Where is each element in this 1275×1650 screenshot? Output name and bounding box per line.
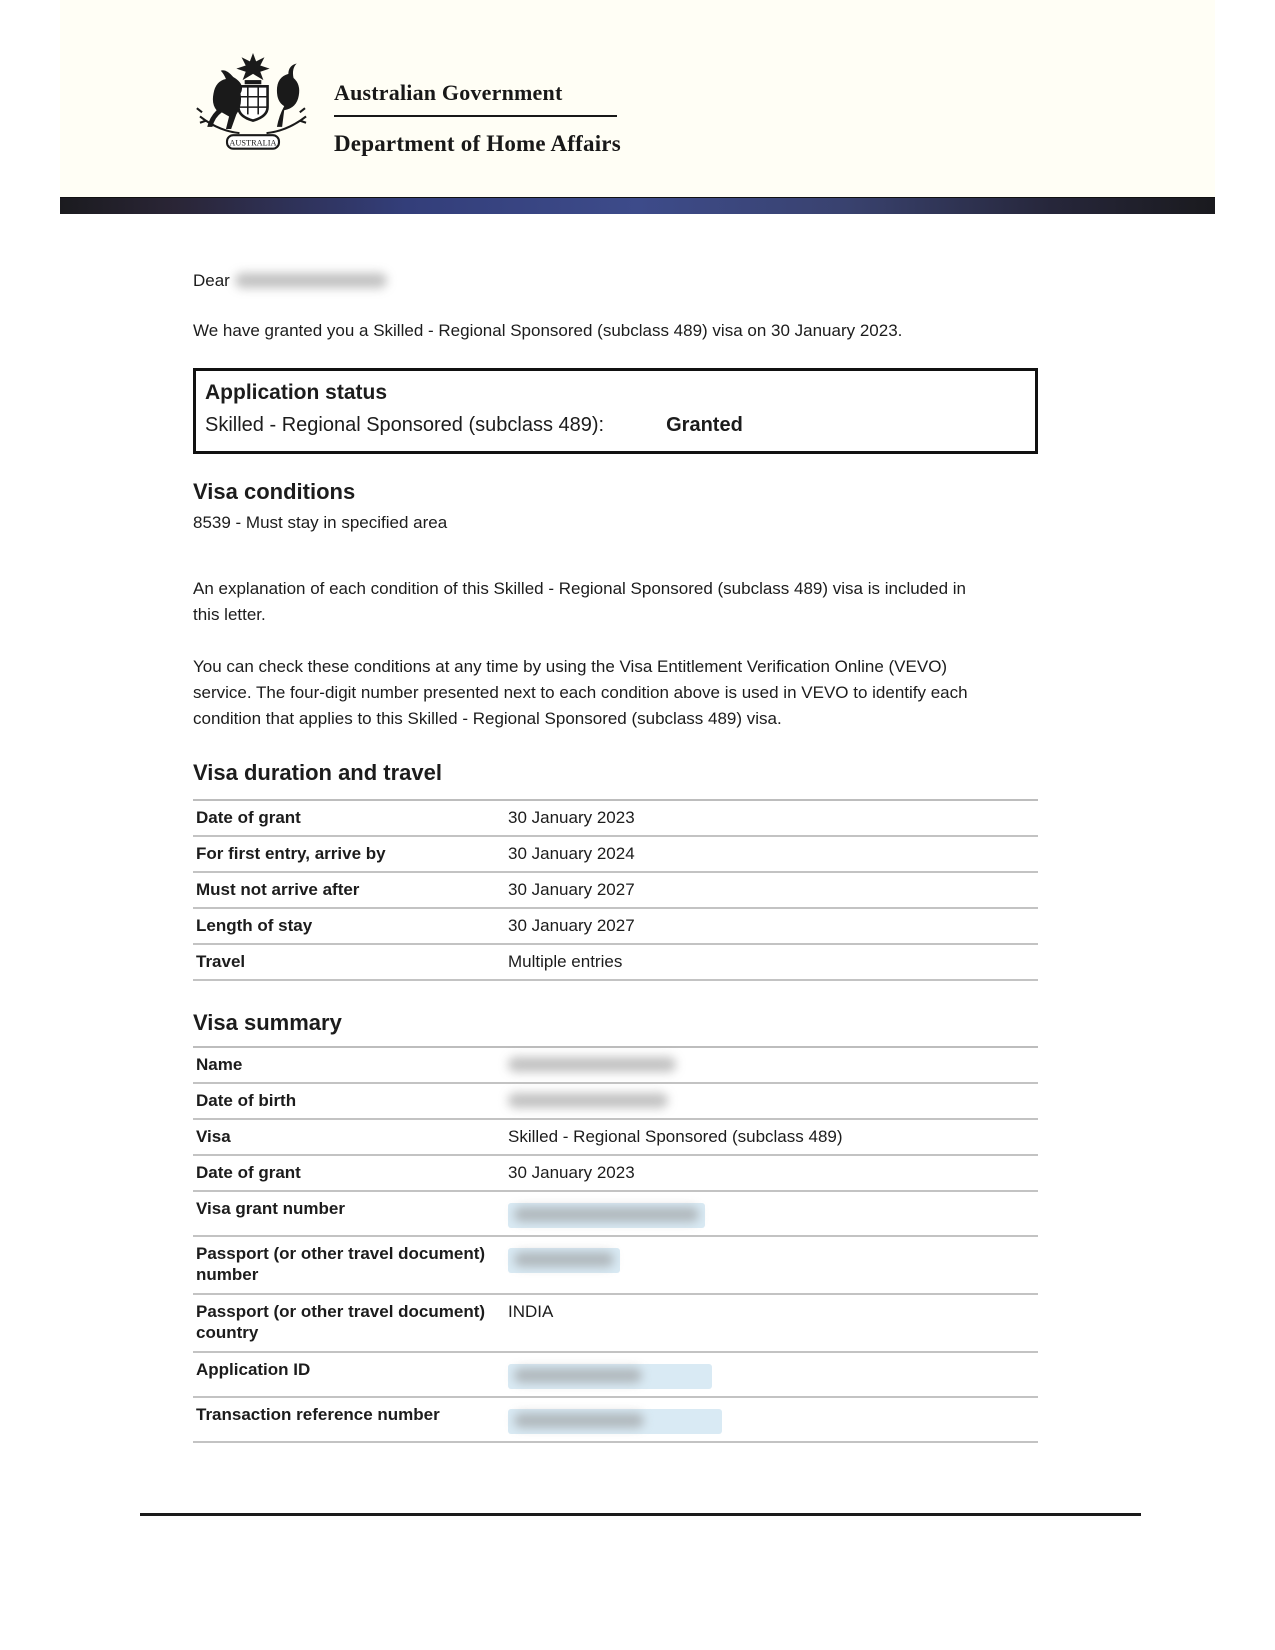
government-title: Australian Government: [334, 80, 563, 105]
footer-divider: [140, 1513, 1141, 1516]
table-row: Transaction reference number: [193, 1398, 1038, 1443]
transaction-reference-redacted-highlight: [508, 1409, 722, 1434]
application-status-title: Application status: [205, 381, 388, 404]
visa-grant-number-redacted: [514, 1207, 699, 1222]
table-row: Travel Multiple entries: [193, 945, 1038, 981]
table-row: Application ID: [193, 1353, 1038, 1398]
grant-intro-paragraph: We have granted you a Skilled - Regional Sponsored (subclass 489) visa on 30 January 2023.: [193, 321, 903, 340]
table-row: Date of birth: [193, 1084, 1038, 1120]
letter-body: [193, 268, 1038, 1443]
application-status-line: [205, 412, 1023, 439]
table-row: Passport (or other travel document) country INDIA: [193, 1295, 1038, 1353]
application-status-value: Granted: [666, 414, 743, 436]
table-row: Name: [193, 1048, 1038, 1084]
table-row: Length of stay 30 January 2027: [193, 909, 1038, 945]
vevo-note-paragraph: You can check these conditions at any time by using the Visa Entitlement Verification Online (VEVO) service. The four-digit number presented next to each condition above is used in VEVO to identify each condition that applies to this Skilled - Regional Sponsored (subclass 489) visa.: [193, 657, 968, 728]
table-row: Visa Skilled - Regional Sponsored (subclass 489): [193, 1120, 1038, 1156]
header-gradient-bar: [60, 197, 1215, 214]
passport-number-redacted: [514, 1252, 614, 1267]
visa-duration-table: [193, 799, 1038, 981]
passport-number-highlight: [508, 1248, 620, 1273]
visa-grant-number-highlight: [508, 1203, 705, 1228]
salutation-prefix: Dear: [193, 271, 230, 290]
department-title: Department of Home Affairs: [334, 131, 621, 156]
table-row: For first entry, arrive by 30 January 2024: [193, 837, 1038, 873]
date-of-birth-value-redacted: [508, 1093, 668, 1108]
visa-summary-heading: Visa summary: [193, 1010, 342, 1035]
application-id-redacted: [514, 1368, 642, 1383]
conditions-explanation-paragraph: An explanation of each condition of this Skilled - Regional Sponsored (subclass 489) visa is included in this letter.: [193, 579, 967, 624]
visa-condition-item: 8539 - Must stay in specified area: [193, 513, 448, 532]
application-id-highlight: [508, 1364, 712, 1389]
table-row: Passport (or other travel document) number: [193, 1237, 1038, 1295]
name-value-redacted: [508, 1057, 676, 1072]
letterhead: [60, 0, 1215, 197]
application-status-visa-label: Skilled - Regional Sponsored (subclass 489):: [205, 414, 605, 436]
table-row: Visa grant number: [193, 1192, 1038, 1237]
visa-duration-heading: Visa duration and travel: [193, 760, 443, 785]
table-row: Date of grant 30 January 2023: [193, 801, 1038, 837]
transaction-reference-redacted: [514, 1413, 644, 1428]
table-row: Date of grant 30 January 2023: [193, 1156, 1038, 1192]
letterhead-divider: [334, 115, 617, 117]
visa-conditions-heading: Visa conditions: [193, 479, 356, 504]
crest-banner-text: AUSTRALIA: [229, 138, 277, 148]
visa-summary-table: [193, 1046, 1038, 1443]
recipient-name-redacted: [235, 273, 387, 288]
table-row: Must not arrive after 30 January 2027: [193, 873, 1038, 909]
australian-coat-of-arms-icon: [182, 52, 324, 156]
letterhead-titles: [334, 80, 754, 157]
salutation: [193, 268, 1038, 294]
application-status-box: [193, 368, 1038, 454]
